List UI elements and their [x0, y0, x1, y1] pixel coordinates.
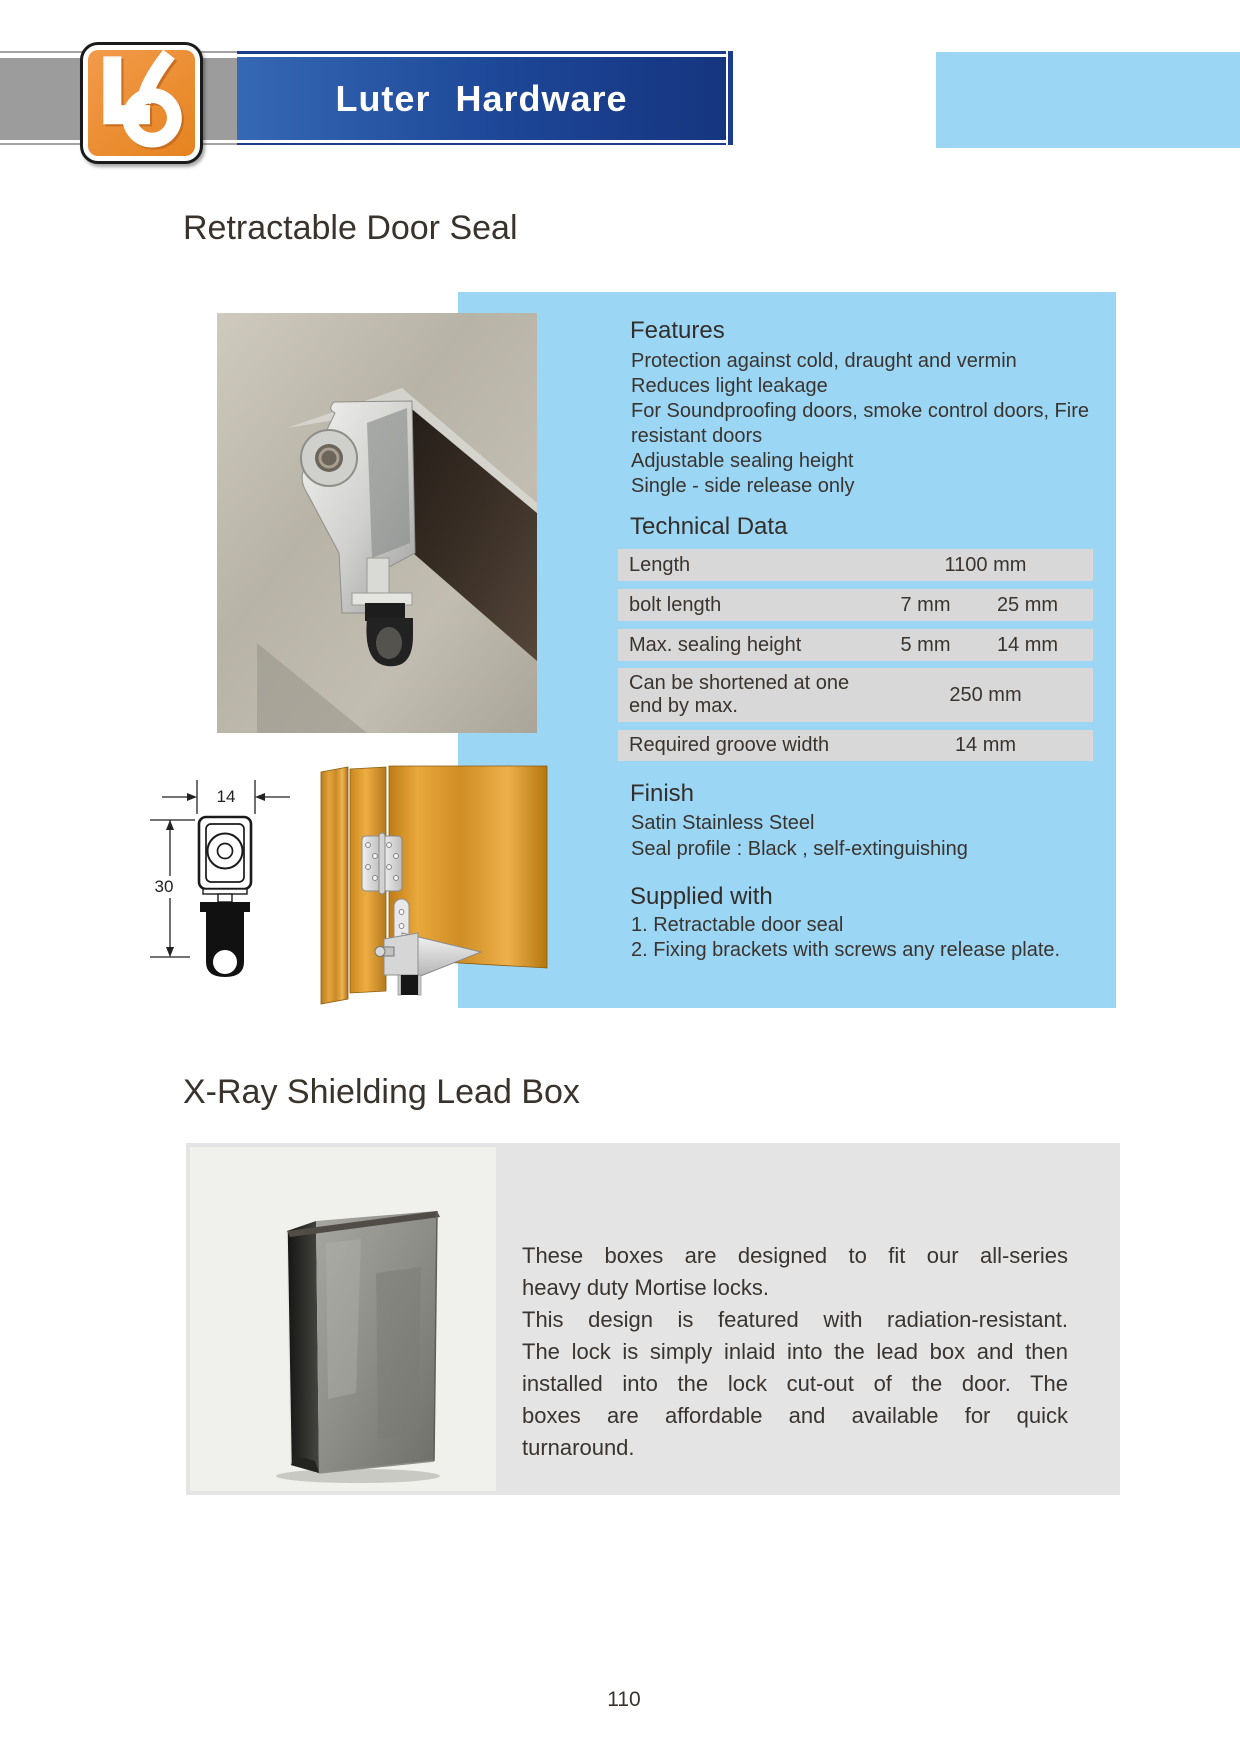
logo-l6-icon	[88, 50, 195, 156]
paragraph-line: These boxes are designed to fit our all-series	[522, 1243, 1068, 1268]
logo-mark	[88, 50, 195, 156]
supplied-with-heading: Supplied with	[630, 883, 773, 910]
row-value-min: 5 mm	[900, 633, 951, 656]
paragraph-line: boxes are affordable and available for quick	[522, 1403, 1068, 1428]
feature-line: Single - side release only	[631, 475, 855, 497]
feature-line: resistant doors	[631, 425, 763, 447]
paragraph-line: The lock is simply inlaid into the lead box and then	[522, 1339, 1068, 1364]
diagram-height-label: 30	[154, 877, 174, 896]
banner-bottom-rule	[237, 143, 726, 145]
finish-heading: Finish	[630, 780, 695, 807]
paragraph-line: turnaround.	[522, 1435, 635, 1460]
product2-description	[522, 1240, 1068, 1464]
corner-accent-block	[936, 52, 1240, 148]
page-number: 110	[607, 1688, 641, 1711]
product1-photo-seal-profile	[217, 313, 537, 733]
paragraph-line: installed into the lock cut-out of the door. The	[522, 1371, 1068, 1396]
tech-row-shortened	[618, 668, 1093, 722]
row-value-max: 25 mm	[996, 593, 1059, 616]
banner-end-cap	[728, 51, 733, 145]
supplied-item: 1. Retractable door seal	[631, 914, 844, 936]
tech-row-max-sealing-height	[618, 629, 1093, 661]
row-value: 250 mm	[949, 683, 1022, 706]
product2-title: X-Ray Shielding Lead Box	[183, 1073, 580, 1111]
finish-lines	[631, 810, 968, 862]
row-value: 14 mm	[954, 734, 1017, 756]
tech-row-bolt-length	[618, 589, 1093, 621]
finish-line: Seal profile : Black , self-extinguishing	[631, 838, 968, 860]
row-label: bolt length	[629, 593, 722, 616]
feature-line: Adjustable sealing height	[631, 450, 854, 472]
row-value-min: 7 mm	[900, 593, 951, 616]
tech-row-length	[618, 549, 1093, 581]
paragraph-line: heavy duty Mortise locks.	[522, 1275, 769, 1300]
features-heading: Features	[630, 317, 725, 344]
feature-line: Reduces light leakage	[631, 375, 828, 397]
row-value-max: 14 mm	[996, 633, 1059, 656]
feature-line: Protection against cold, draught and vermin	[631, 350, 1017, 372]
feature-line: For Soundproofing doors, smoke control doors, Fire	[631, 400, 1089, 422]
tech-row-groove-width	[618, 730, 1093, 761]
banner-top-rule	[237, 51, 726, 54]
row-label: Required groove width	[629, 734, 830, 756]
paragraph-line: This design is featured with radiation-resistant.	[522, 1307, 1068, 1332]
brand-logo	[80, 42, 203, 164]
product1-title: Retractable Door Seal	[183, 209, 518, 247]
supplied-item: 2. Fixing brackets with screws any release plate.	[631, 939, 1061, 961]
row-label: Max. sealing height	[629, 633, 802, 656]
row-label: Can be shortened at one end by max.	[629, 672, 850, 717]
technical-data-heading: Technical Data	[630, 513, 788, 540]
features-list	[631, 349, 1117, 499]
row-label: Length	[629, 553, 691, 576]
row-value: 1100 mm	[944, 553, 1027, 576]
brand-name: Luter Hardware	[335, 77, 628, 119]
seal-dimension-diagram	[140, 770, 325, 1015]
supplied-with-list	[631, 913, 1060, 963]
finish-line: Satin Stainless Steel	[631, 812, 815, 834]
diagram-width-label: 14	[216, 787, 236, 806]
door-installation-illustration	[318, 763, 550, 1010]
lead-box-photo	[186, 1143, 502, 1495]
brand-banner	[237, 51, 733, 145]
